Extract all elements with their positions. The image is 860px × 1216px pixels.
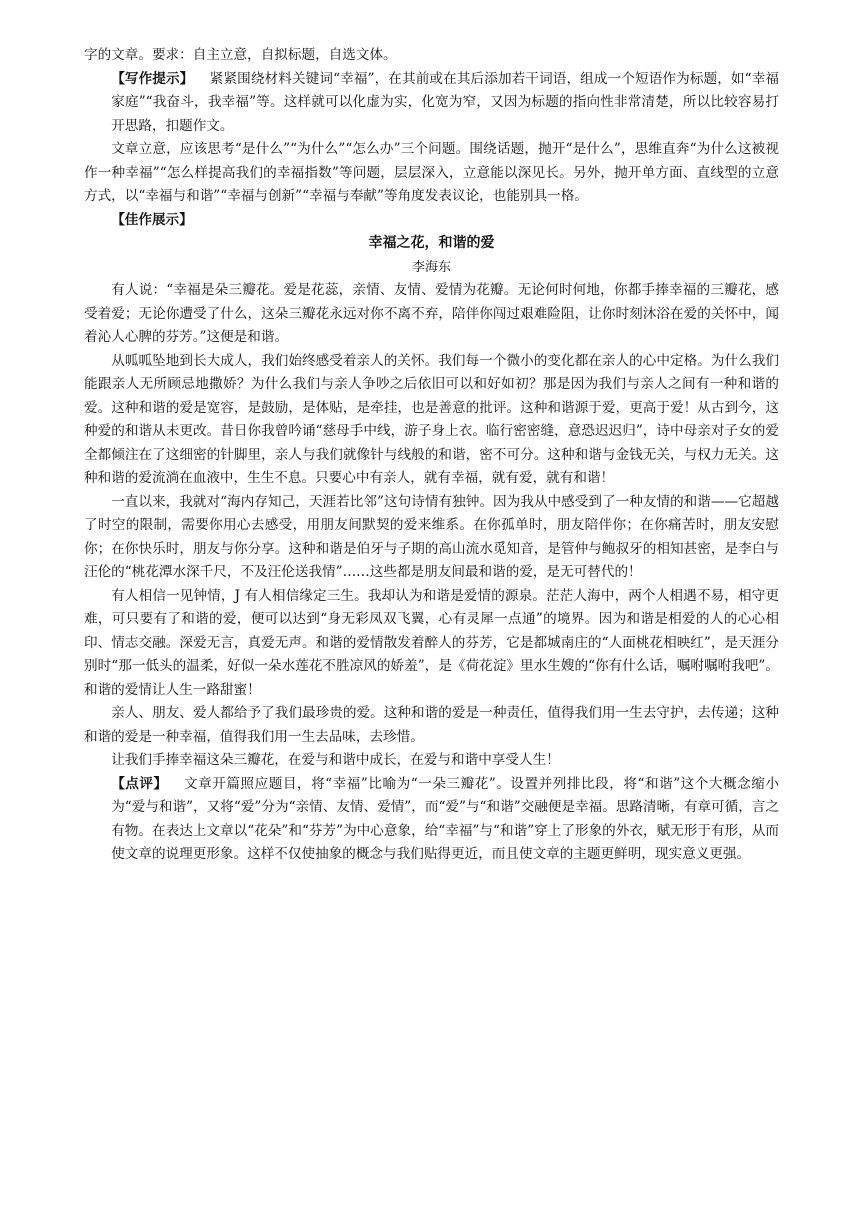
essay-paragraph: 亲人、朋友、爱人都给予了我们最珍贵的爱。这种和谐的爱是一种责任，值得我们用一生去守护，去传递；这种和谐的爱是一种幸福，值得我们用一生去品味，去珍惜。 bbox=[84, 705, 779, 745]
showcase-label-line bbox=[84, 209, 779, 233]
essay-title: 幸福之花，和谐的爱 bbox=[368, 235, 495, 251]
writing-hint-text: 紧紧围绕材料关键词“幸福”，在其前或在其后添加若干词语，组成一个短语作为标题，如“幸福家庭”“我奋斗，我幸福”等。这样就可以化虚为实，化宽为窄，又因为标题的指向性非常清楚，所以比较容易打开思路，扣题作文。 bbox=[111, 70, 779, 134]
essay-paragraph: 从呱呱坠地到长大成人，我们始终感受着亲人的关怀。我们每一个微小的变化都在亲人的心中定格。为什么我们能跟亲人无所顾忌地撒娇？为什么我们与亲人争吵之后依旧可以和好如初？那是因为我们与亲人之间有一种和谐的爱。这种和谐的爱是宽容，是鼓励，是体贴，是牵挂，也是善意的批评。这种和谐源于爱，更高于爱！从古到今，这种爱的和谐从未更改。昔日你我曾吟诵“慈母手中线，游子身上衣。临行密密缝，意恐迟迟归”，诗中母亲对子女的爱全都倾注在了这细密的针脚里，亲人与我们就像针与线般的和谐，密不可分。这种和谐与金钱无关，与权力无关。这种和谐的爱流淌在血液中，生生不息。只要心中有亲人，就有幸福，就有爱，就有和谐！ bbox=[84, 352, 779, 486]
comment-label: 【点评】 bbox=[111, 775, 168, 792]
intro-line: 字的文章。要求：自主立意，自拟标题，自选文体。 bbox=[84, 47, 397, 63]
essay-paragraph: 有人相信一见钟情，J 有人相信缘定三生。我却认为和谐是爱情的源泉。茫茫人海中，两个人相遇不易，相守更难，可只要有了和谐的爱，便可以达到“身无彩凤双飞翼，心有灵犀一点通”的境界。因为和谐是相爱的人的心心相印、情志交融。深爱无言，真爱无声。和谐的爱情散发着醉人的芬芳，它是都城南庄的“人面桃花相映红”，是天涯分别时“那一低头的温柔，好似一朵水莲花不胜凉风的娇羞”，是《荷花淀》里水生嫂的“你有什么话，嘱咐嘱咐我吧”。和谐的爱情让人生一路甜蜜！ bbox=[84, 587, 779, 698]
showcase-label: 【佳作展示】 bbox=[111, 211, 193, 228]
writing-hint-paragraph-2: 文章立意，应该思考“是什么”“为什么”“怎么办”三个问题。围绕话题，抛开“是什么”，思维直奔“为什么这被视作一种幸福”“怎么样提高我们的幸福指数”等问题，层层深入，立意能以深见长。另外，抛开单方面、直线型的立意方式，以“幸福与和谐”“幸福与创新”“幸福与奉献”等角度发表议论，也能别具一格。 bbox=[84, 141, 779, 204]
comment-text: 文章开篇照应题目，将“幸福”比喻为“一朵三瓣花”。设置并列排比段，将“和谐”这个大概念缩小为“爱与和谐”，又将“爱”分为“亲情、友情、爱情”，而“爱”与“和谐”交融便是幸福。思路清晰，有章可循，言之有物。在表达上文章以“花朵”和“芬芳”为中心意象，给“幸福”与“和谐”穿上了形象的外衣，赋无形于有形，从而使文章的说理更形象。这样不仅使抽象的概念与我们贴得更近，而且使文章的主题更鲜明，现实意义更强。 bbox=[111, 775, 779, 862]
writing-hint-label: 【写作提示】 bbox=[111, 70, 194, 87]
document-page bbox=[84, 44, 779, 867]
essay-paragraph: 让我们手捧幸福这朵三瓣花，在爱与和谐中成长，在爱与和谐中享受人生！ bbox=[111, 752, 560, 768]
essay-author: 李海东 bbox=[411, 259, 451, 275]
essay-paragraph: 有人说：“幸福是朵三瓣花。爱是花蕊，亲情、友情、爱情为花瓣。无论何时何地，你都手捧幸福的三瓣花，感受着爱；无论你遭受了什么，这朵三瓣花永远对你不离不弃，陪伴你闯过艰难险阻，让你时刻沐浴在爱的关怀中，闻着沁人心脾的芬芳。”这便是和谐。 bbox=[84, 282, 779, 345]
essay-paragraph: 一直以来，我就对“海内存知己，天涯若比邻”这句诗情有独钟。因为我从中感受到了一种友情的和谐——它超越了时空的限制，需要你用心去感受，用朋友间默契的爱来维系。在你孤单时，朋友陪伴你；在你痛苦时，朋友安慰你；在你快乐时，朋友与你分享。这种和谐是伯牙与子期的高山流水觅知音，是管仲与鲍叔牙的相知甚密，是李白与汪伦的“桃花潭水深千尺，不及汪伦送我情”……这些都是朋友间最和谐的爱，是无可替代的！ bbox=[84, 493, 779, 580]
writing-hint-paragraph bbox=[84, 68, 779, 139]
comment-paragraph bbox=[84, 773, 779, 867]
